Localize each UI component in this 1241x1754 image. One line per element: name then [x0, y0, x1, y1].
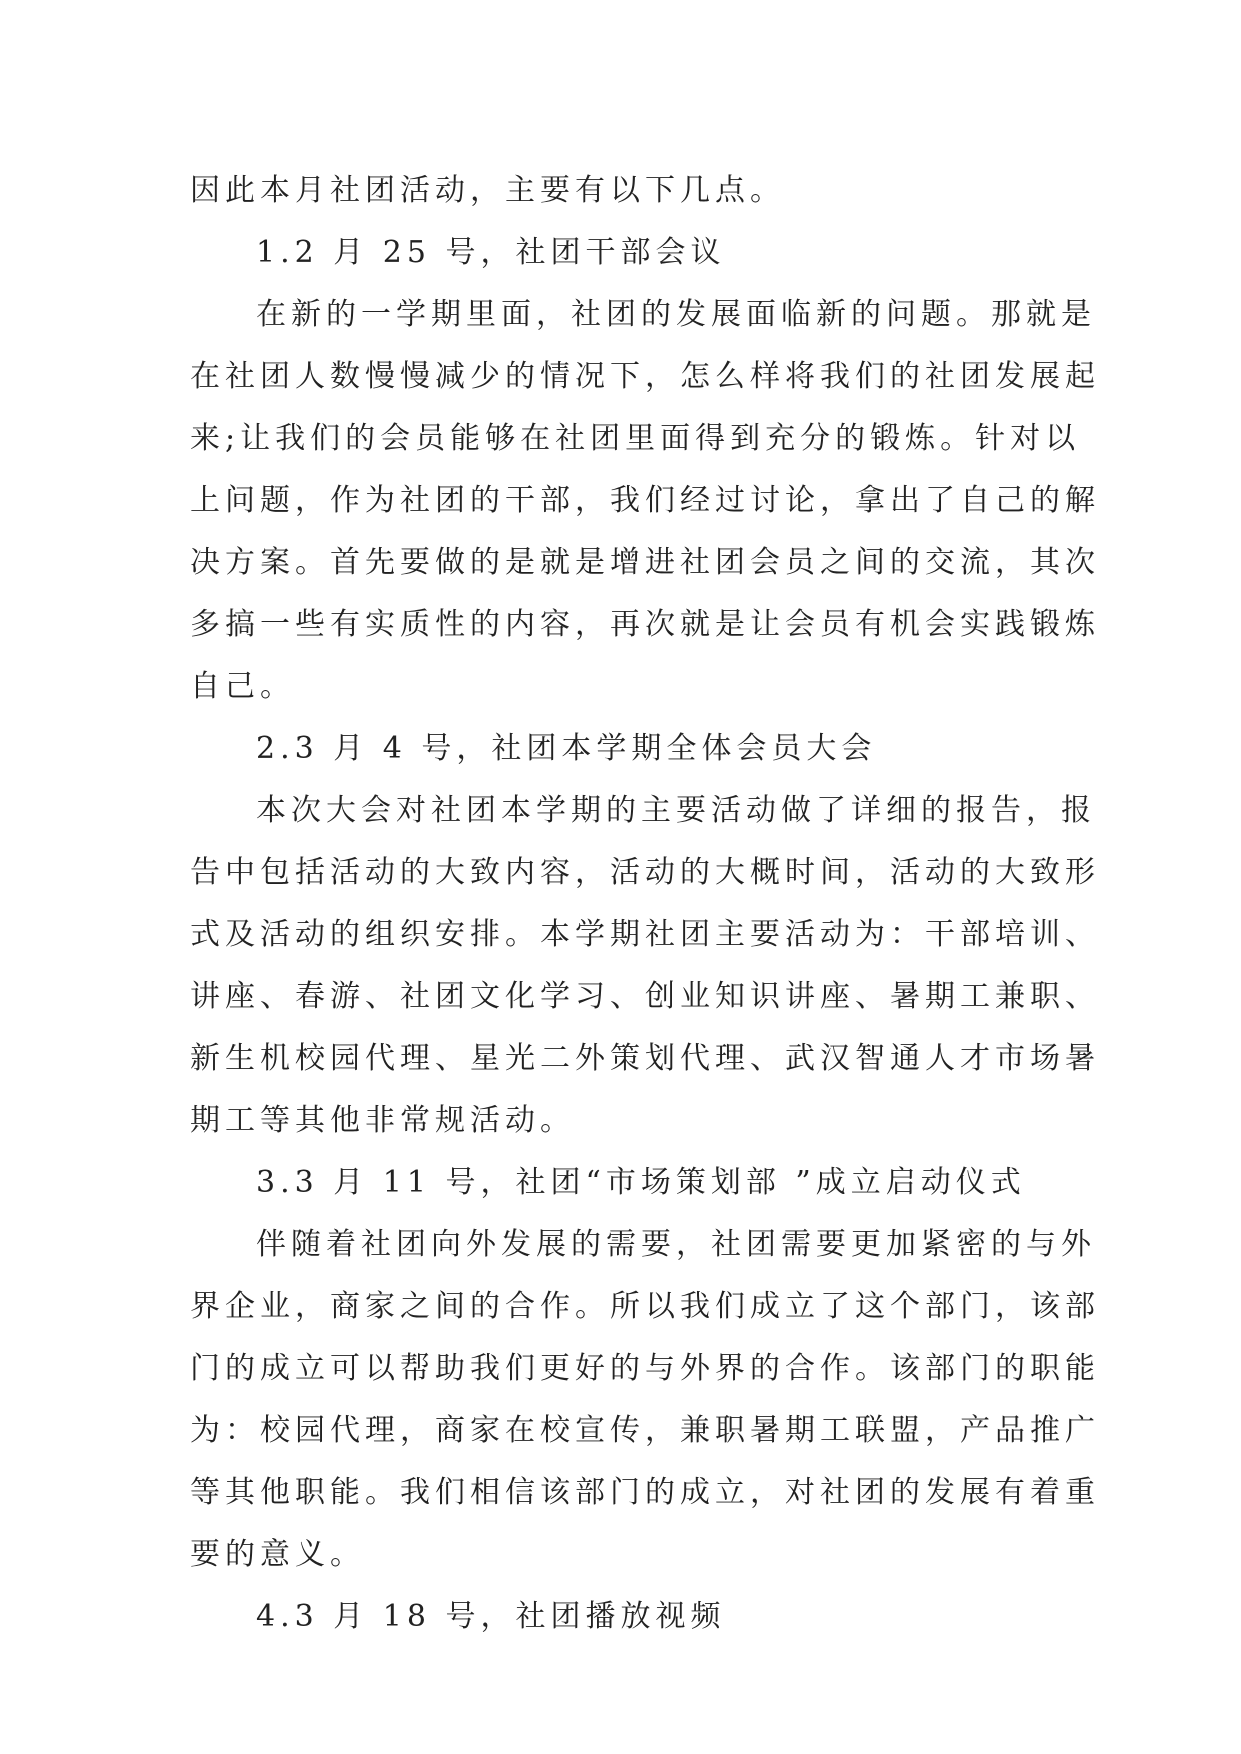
paragraph-line: 告中包括活动的大致内容，活动的大概时间，活动的大致形	[190, 855, 1100, 890]
paragraph-line: 新生机校园代理、星光二外策划代理、武汉智通人才市场暑	[190, 1041, 1100, 1076]
paragraph-line: 自己。	[190, 669, 295, 704]
paragraph-line: 本次大会对社团本学期的主要活动做了详细的报告，报	[256, 793, 1096, 828]
paragraph-line: 伴随着社团向外发展的需要，社团需要更加紧密的与外	[256, 1227, 1096, 1262]
paragraph-line: 因此本月社团活动，主要有以下几点。	[190, 173, 785, 208]
section-heading-4: 4.3 月 18 号，社团播放视频	[256, 1599, 726, 1634]
paragraph-line: 来;让我们的会员能够在社团里面得到充分的锻炼。针对以	[190, 421, 1081, 456]
paragraph-line: 界企业，商家之间的合作。所以我们成立了这个部门，该部	[190, 1289, 1100, 1324]
paragraph-line: 决方案。首先要做的是就是增进社团会员之间的交流，其次	[190, 545, 1100, 580]
paragraph-line: 在新的一学期里面，社团的发展面临新的问题。那就是	[256, 297, 1096, 332]
paragraph-line: 门的成立可以帮助我们更好的与外界的合作。该部门的职能	[190, 1351, 1100, 1386]
paragraph-line: 式及活动的组织安排。本学期社团主要活动为：干部培训、	[190, 917, 1100, 952]
paragraph-line: 讲座、春游、社团文化学习、创业知识讲座、暑期工兼职、	[190, 979, 1100, 1014]
document-body	[190, 160, 1100, 1648]
paragraph-line: 上问题，作为社团的干部，我们经过讨论，拿出了自己的解	[190, 483, 1100, 518]
paragraph-line: 多搞一些有实质性的内容，再次就是让会员有机会实践锻炼	[190, 607, 1100, 642]
section-heading-2: 2.3 月 4 号，社团本学期全体会员大会	[256, 731, 877, 766]
paragraph-line: 等其他职能。我们相信该部门的成立，对社团的发展有着重	[190, 1475, 1100, 1510]
section-heading-1: 1.2 月 25 号，社团干部会议	[256, 235, 726, 270]
paragraph-line: 要的意义。	[190, 1537, 365, 1572]
paragraph-line: 在社团人数慢慢减少的情况下，怎么样将我们的社团发展起	[190, 359, 1100, 394]
section-heading-3: 3.3 月 11 号，社团“市场策划部 ”成立启动仪式	[256, 1165, 1026, 1200]
paragraph-line: 期工等其他非常规活动。	[190, 1103, 575, 1138]
paragraph-line: 为：校园代理，商家在校宣传，兼职暑期工联盟，产品推广	[190, 1413, 1100, 1448]
